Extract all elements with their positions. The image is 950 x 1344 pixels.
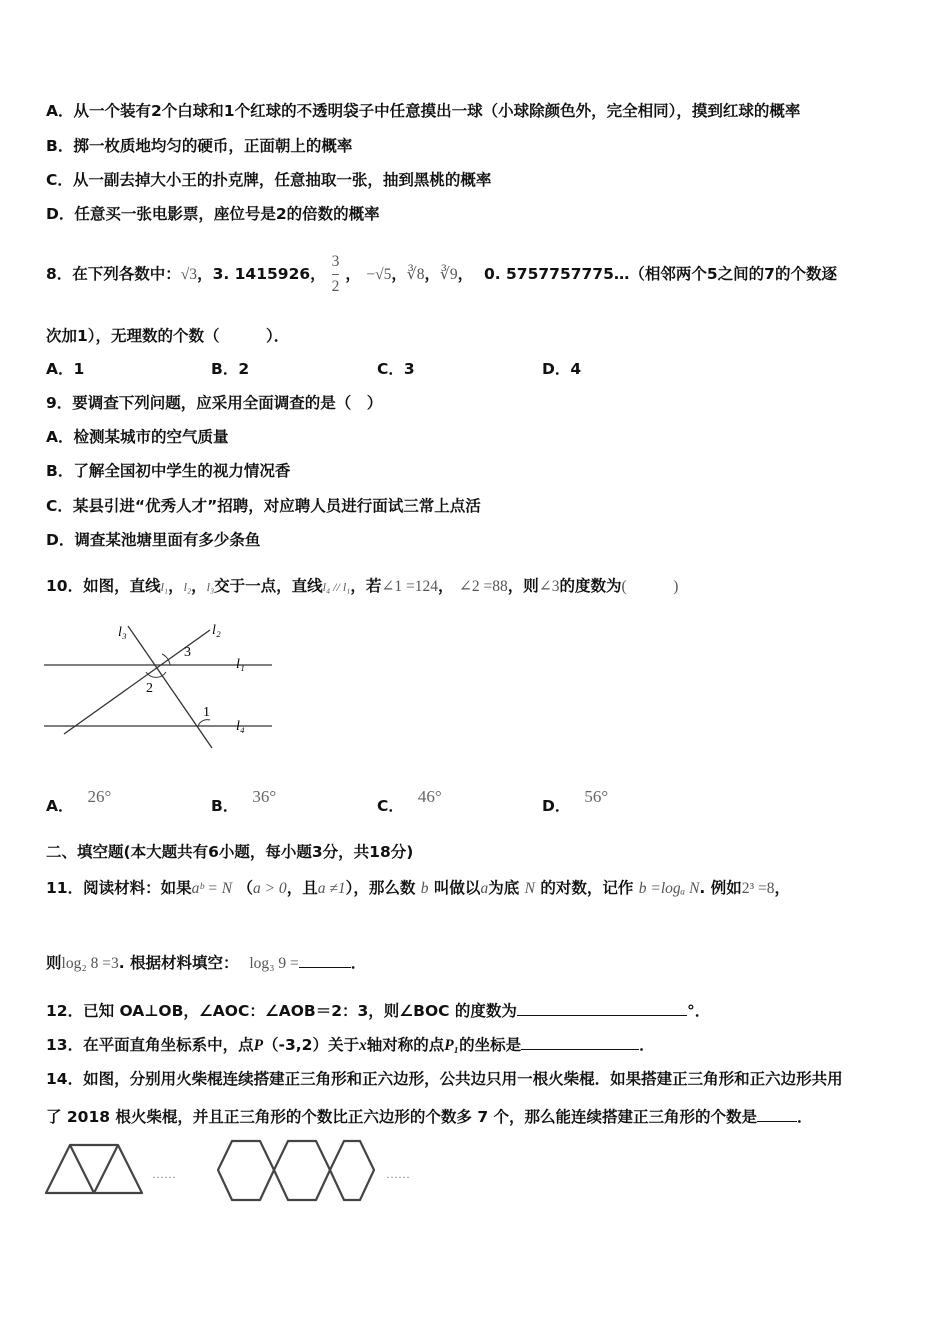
q10-text: ，若: [350, 577, 382, 595]
q14-dots-1: ……: [152, 1167, 176, 1181]
q13-x: x: [358, 1037, 367, 1054]
q10-comma: ，: [168, 577, 184, 595]
q11-cond2: a ≠1: [317, 880, 346, 897]
q11-N: N: [524, 880, 535, 897]
q14-answer-blank[interactable]: [757, 1107, 797, 1122]
q7-option-c: C．从一副去掉大小王的扑克牌，任意抽取一张，抽到黑桃的概率: [46, 171, 492, 189]
label-l2: l₂: [212, 623, 221, 638]
q8-cbrt9: ∛9: [440, 266, 458, 283]
q8-option-d: D．4: [542, 360, 582, 378]
q11-eq1: aᵇ = N: [191, 880, 233, 897]
q10-comma: ，: [437, 577, 454, 595]
q10-paren: ( ): [621, 578, 679, 595]
q8-stem-line1: [46, 252, 837, 297]
label-l4: l₄: [236, 719, 245, 734]
q11-line1: 11．阅读材料：如果aᵇ = N （a > 0，且a ≠1），那么数 b 叫做以a为底 N 的对数，记作 b =logₐ N. 例如2³ =8，: [46, 879, 790, 897]
q10-angle1: ∠1 =124: [381, 578, 438, 595]
q8-pi-approx: 3. 1415926，: [212, 265, 326, 283]
q14-hexagons-figure: [214, 1136, 414, 1206]
q14-triangles-figure: [42, 1140, 192, 1200]
q10-angle3: ∠3: [538, 578, 560, 595]
q13-point-p1: P₁: [444, 1037, 460, 1054]
q7-option-a: A．从一个装有2个白球和1个红球的不透明袋子中任意摸出一球（小球除颜色外，完全相同），摸到红球的概率: [46, 102, 801, 120]
q11-answer-blank[interactable]: [299, 953, 351, 968]
q8-prefix: 8．在下列各数中：: [46, 265, 181, 283]
q9-option-c: C．某县引进“优秀人才”招聘，对应聘人员进行面试三常上点活: [46, 497, 481, 515]
q12-answer-blank[interactable]: [517, 1001, 687, 1016]
q10-text: 10．如图，直线: [46, 577, 161, 595]
label-angle1: 1: [203, 705, 210, 720]
line-l3: [128, 626, 212, 748]
q10-l2: l₂: [183, 580, 192, 594]
q10-option-a: A． 26°: [46, 787, 112, 815]
q13-point-p: P: [253, 1037, 264, 1054]
q8-comma: ，: [345, 265, 361, 283]
q10-parallel: l₄ // l₁: [322, 580, 351, 594]
q8-sqrt3: √3: [180, 266, 198, 283]
q8-comma: ，: [424, 265, 440, 283]
q8-neg-sqrt5: −√5: [366, 266, 392, 283]
q8-tail: 0. 5757757775…（相邻两个5之间的7的个数逐: [483, 265, 837, 283]
q10-option-c: C． 46°: [377, 787, 442, 815]
q14-line2: 了 2018 根火柴棍，并且正三角形的个数比正六边形的个数多 7 个，那么能连续搭建正三角形的个数是 ．: [46, 1108, 813, 1126]
label-angle2: 2: [146, 681, 153, 696]
label-l3: l₃: [118, 625, 127, 640]
q13: 13．在平面直角坐标系中，点P（-3,2）关于x轴对称的点P₁的坐标是 ．: [46, 1036, 655, 1054]
q8-comma: ，: [457, 265, 474, 283]
q11-a: a: [480, 880, 489, 897]
q11-eq5: log₃ 9 =: [249, 955, 299, 972]
label-angle3: 3: [184, 645, 191, 660]
q11-b: b: [420, 880, 429, 897]
q10-angle2: ∠2 =88: [458, 578, 508, 595]
q11-eq2: b =logₐ N: [638, 880, 700, 897]
q10-stem: [46, 575, 678, 598]
q14-dots-2: ……: [386, 1167, 410, 1181]
section-heading: 二、填空题(本大题共有6小题，每小题3分，共18分): [46, 843, 414, 861]
angle1-arc: [198, 720, 210, 726]
q10-option-d: D． 56°: [542, 787, 609, 815]
q8-cbrt8: ∛8: [406, 266, 425, 283]
q7-option-b: B．掷一枚质地均匀的硬币，正面朝上的概率: [46, 137, 353, 155]
q9-option-a: A．检测某城市的空气质量: [46, 428, 229, 446]
q8-fraction: $\frac{3}{2}$: [331, 253, 340, 295]
q8-stem-line2: 次加1），无理数的个数（ ）．: [46, 327, 290, 345]
q8-option-c: C．3: [377, 360, 415, 378]
q14-line1: 14．如图，分别用火柴棍连续搭建正三角形和正六边形，公共边只用一根火柴棍．如果搭建正三角形和正六边形共用: [46, 1070, 843, 1088]
q13-answer-blank[interactable]: [521, 1035, 639, 1050]
q7-option-d: D．任意买一张电影票，座位号是2的倍数的概率: [46, 205, 380, 223]
q11-eq4: log₂ 8 =3: [61, 955, 119, 972]
q10-text: 的度数为: [559, 577, 622, 595]
q10-l1: l₁: [160, 580, 169, 594]
q8-option-a: A．1: [46, 360, 85, 378]
q11-line2: 则log₂ 8 =3. 根据材料填空： log₃ 9 = ．: [46, 954, 367, 972]
q10-option-b: B． 36°: [211, 787, 277, 815]
q8-comma: ，: [197, 265, 213, 283]
q10-text: 交于一点，直线: [214, 577, 323, 595]
q9-option-b: B．了解全国初中学生的视力情况香: [46, 462, 291, 480]
q11-cond1: a > 0: [252, 880, 287, 897]
q10-text: ，则: [507, 577, 539, 595]
q8-comma: ，: [391, 265, 407, 283]
q10-figure: [40, 612, 280, 752]
q10-comma: ，: [191, 577, 207, 595]
label-l1: l₁: [236, 657, 245, 672]
q9-stem: 9．要调查下列问题，应采用全面调查的是（ ）: [46, 394, 383, 412]
q8-option-b: B．2: [211, 360, 250, 378]
q9-option-d: D．调查某池塘里面有多少条鱼: [46, 531, 261, 549]
q10-l3: l₃: [206, 580, 215, 594]
q12: 12．已知 OA⊥OB，∠AOC：∠AOB＝2：3，则∠BOC 的度数为 °．: [46, 1002, 711, 1020]
q11-eq3: 2³ =8: [741, 880, 775, 897]
